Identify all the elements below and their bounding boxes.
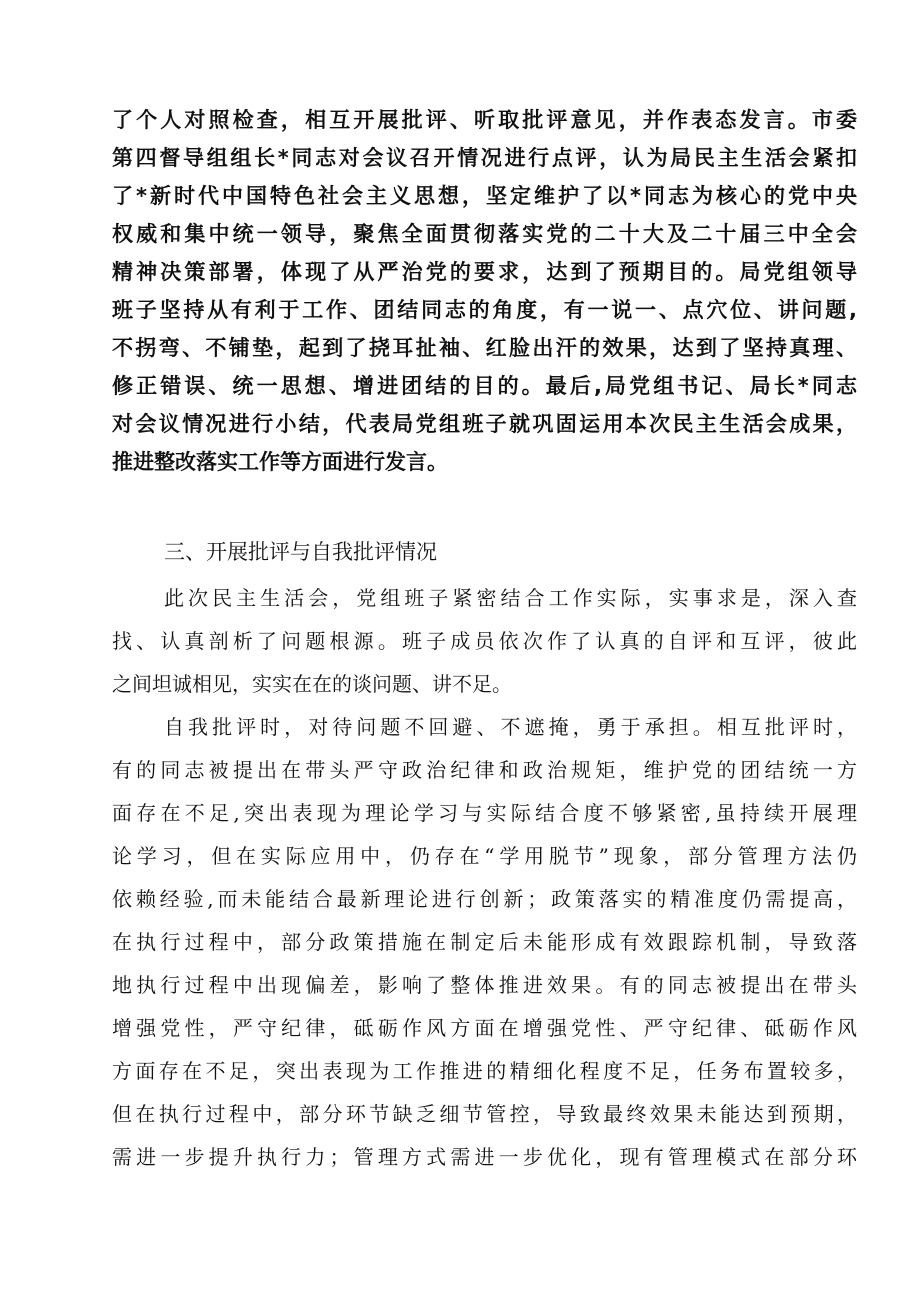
text-line: 地执行过程中出现偏差，影响了整体推进效果。有的同志被提出在带头 <box>112 973 857 997</box>
text-line: 增强党性，严守纪律，砥砺作风方面在增强党性、严守纪律、砥砺作风 <box>112 1016 857 1040</box>
text-line: 论学习，但在实际应用中，仍存在“学用脱节”现象，部分管理方法仍 <box>112 844 857 868</box>
text-line: 自我批评时，对待问题不回避、不遮掩，勇于承担。相互批评时， <box>164 715 857 739</box>
text-line: 了*新时代中国特色社会主义思想，坚定维护了以*同志为核心的党中央 <box>112 184 857 208</box>
text-line: 此次民主生活会，党组班子紧密结合工作实际，实事求是，深入查 <box>164 586 857 610</box>
section-heading: 三、开展批评与自我批评情况 <box>164 540 437 564</box>
text-line: 之间坦诚相见，实实在在的谈问题、讲不足。 <box>112 672 512 696</box>
text-line: 班子坚持从有利于工作、团结同志的角度，有一说一、点穴位、讲问题, <box>112 298 857 322</box>
text-line: 找、认真剖析了问题根源。班子成员依次作了认真的自评和互评，彼此 <box>112 629 857 653</box>
text-line: 修正错误、统一思想、增进团结的目的。最后,局党组书记、局长*同志 <box>112 374 857 398</box>
text-line: 精神决策部署，体现了从严治党的要求，达到了预期目的。局党组领导 <box>112 260 857 284</box>
text-line: 依赖经验,而未能结合最新理论进行创新；政策落实的精准度仍需提高， <box>112 887 857 911</box>
text-line: 不拐弯、不铺垫，起到了挠耳扯袖、红脸出汗的效果，达到了坚持真理、 <box>112 336 857 360</box>
text-line: 有的同志被提出在带头严守政治纪律和政治规矩，维护党的团结统一方 <box>112 758 857 782</box>
text-line: 权威和集中统一领导，聚焦全面贯彻落实党的二十大及二十届三中全会 <box>112 222 857 246</box>
text-line: 第四督导组组长*同志对会议召开情况进行点评，认为局民主生活会紧扣 <box>112 146 857 170</box>
text-line: 了个人对照检查，相互开展批评、听取批评意见，并作表态发言。市委 <box>112 108 857 132</box>
text-line: 在执行过程中，部分政策措施在制定后未能形成有效跟踪机制，导致落 <box>112 930 857 954</box>
text-line: 但在执行过程中，部分环节缺乏细节管控，导致最终效果未能达到预期， <box>112 1102 857 1126</box>
text-line: 对会议情况进行小结，代表局党组班子就巩固运用本次民主生活会成果， <box>112 412 857 436</box>
text-line: 方面存在不足，突出表现为工作推进的精细化程度不足，任务布置较多， <box>112 1059 857 1083</box>
text-line: 需进一步提升执行力；管理方式需进一步优化，现有管理模式在部分环 <box>112 1145 857 1169</box>
text-line: 面存在不足,突出表现为理论学习与实际结合度不够紧密,虽持续开展理 <box>112 801 857 825</box>
text-line: 推进整改落实工作等方面进行发言。 <box>112 450 448 474</box>
